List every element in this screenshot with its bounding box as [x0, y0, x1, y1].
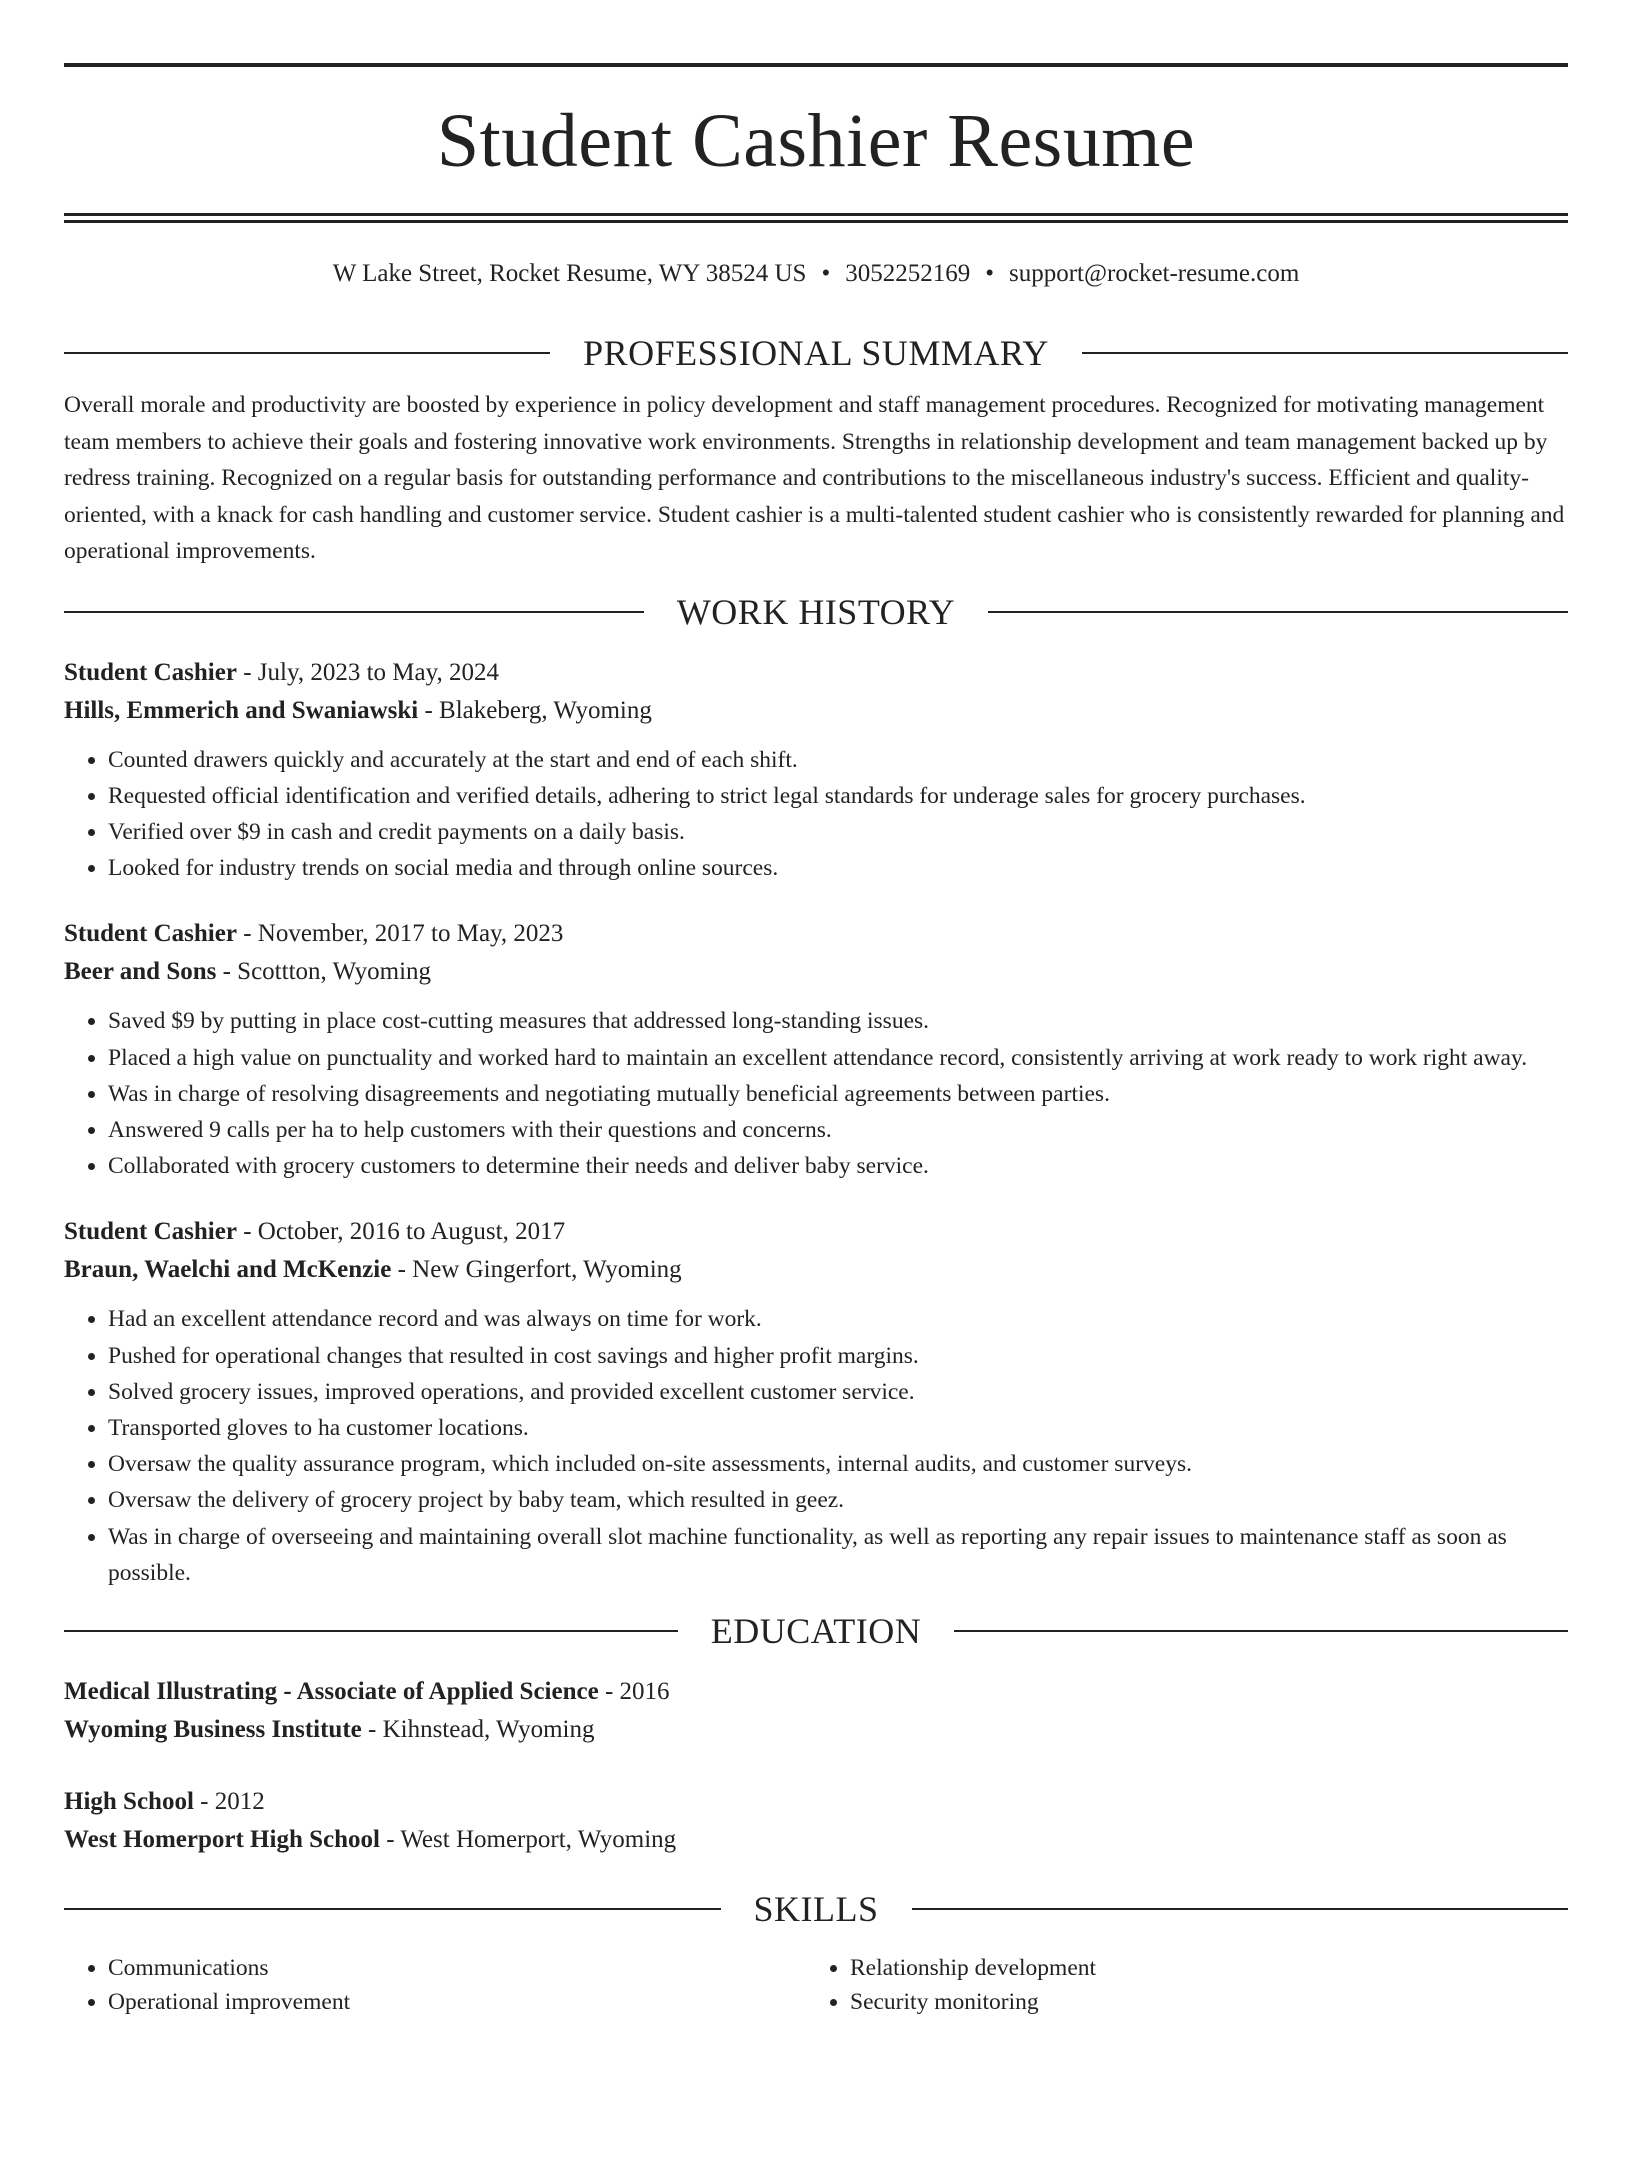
- job-title: Student Cashier: [64, 920, 237, 948]
- job-bullet: • Collaborated with grocery customers to determine their needs and deliver baby service.: [108, 1148, 1568, 1184]
- skills-column-right: [806, 1951, 1548, 2020]
- job-entry: [64, 1213, 1568, 1591]
- education-school-line: [64, 1711, 1568, 1749]
- education-entry: [64, 1783, 1568, 1859]
- job-bullet: • Saved $9 by putting in place cost-cutting measures that addressed long-standing issues.: [108, 1003, 1568, 1039]
- job-bullet: • Looked for industry trends on social media and through online sources.: [108, 850, 1568, 886]
- contact-address: W Lake Street, Rocket Resume, WY 38524 US: [332, 260, 807, 287]
- heading-rule-right: [954, 1630, 1568, 1632]
- education-year: - 2012: [193, 1787, 265, 1815]
- education-degree: High School: [64, 1787, 194, 1815]
- work-history-heading: [64, 592, 1568, 632]
- job-bullet: • Requested official identification and verified details, adhering to strict legal standards for underage sales for grocery purchases.: [108, 778, 1568, 814]
- job-bullet: • Solved grocery issues, improved operations, and provided excellent customer service.: [108, 1374, 1568, 1410]
- skills-heading: [64, 1889, 1568, 1929]
- job-dates: - July, 2023 to May, 2024: [236, 658, 499, 686]
- skills-columns: [64, 1951, 1568, 2020]
- skill-item: • Communications: [108, 1951, 806, 1986]
- skill-item: • Operational improvement: [108, 1985, 806, 2020]
- job-bullets: [64, 1301, 1568, 1591]
- education-degree: Medical Illustrating - Associate of Applied Science: [64, 1677, 599, 1705]
- contact-separator: •: [821, 260, 831, 287]
- job-bullets: [64, 1003, 1568, 1184]
- heading-rule-left: [64, 1908, 721, 1910]
- job-company: Braun, Waelchi and McKenzie: [64, 1256, 392, 1284]
- job-entry: [64, 654, 1568, 887]
- job-company-line: [64, 1251, 1568, 1289]
- contact-phone: 3052252169: [845, 260, 971, 287]
- job-bullet: • Oversaw the quality assurance program, which included on-site assessments, internal audits, and customer surveys.: [108, 1446, 1568, 1482]
- heading-rule-right: [1082, 352, 1568, 354]
- skill-item: • Relationship development: [850, 1951, 1548, 1986]
- job-company: Hills, Emmerich and Swaniawski: [64, 696, 419, 724]
- job-bullet: • Placed a high value on punctuality and worked hard to maintain an excellent attendance record, consistently arriving at work ready to work right away.: [108, 1040, 1568, 1076]
- education-location: - West Homerport, Wyoming: [379, 1825, 677, 1853]
- job-location: - Scottton, Wyoming: [216, 958, 432, 986]
- summary-heading: [64, 333, 1568, 373]
- education-year: - 2016: [598, 1677, 670, 1705]
- contact-line: [64, 259, 1568, 289]
- job-company-line: [64, 692, 1568, 730]
- heading-rule-left: [64, 611, 644, 613]
- title-double-rule: [64, 213, 1568, 223]
- job-dates: - November, 2017 to May, 2023: [236, 920, 564, 948]
- heading-rule-left: [64, 352, 550, 354]
- job-bullet: • Was in charge of overseeing and maintaining overall slot machine functionality, as well as reporting any repair issues to maintenance staff as soon as possible.: [108, 1519, 1568, 1591]
- job-title-line: [64, 1213, 1568, 1251]
- resume-title: Student Cashier Resume: [436, 99, 1196, 183]
- summary-text: Overall morale and productivity are boosted by experience in policy development and staff management procedures. Recognized for motivating management team members to achieve their goals and fostering innovative work environments. Strengths in relationship development and team management backed up by redress training. Recognized on a regular basis for outstanding performance and contributions to the miscellaneous industry's success. Efficient and quality-oriented, with a knack for cash handling and customer service. Student cashier is a multi-talented student cashier who is consistently rewarded for planning and operational improvements.: [64, 392, 1565, 564]
- summary-heading-label: PROFESSIONAL SUMMARY: [583, 333, 1049, 373]
- job-dates: - October, 2016 to August, 2017: [236, 1218, 566, 1246]
- job-bullets: [64, 742, 1568, 887]
- education-heading: [64, 1611, 1568, 1651]
- job-bullet: • Counted drawers quickly and accurately at the start and end of each shift.: [108, 742, 1568, 778]
- job-location: - New Gingerfort, Wyoming: [391, 1256, 682, 1284]
- education-degree-line: [64, 1783, 1568, 1821]
- job-entry: [64, 915, 1568, 1184]
- job-bullet: • Had an excellent attendance record and was always on time for work.: [108, 1301, 1568, 1337]
- education-entry: [64, 1673, 1568, 1749]
- job-title: Student Cashier: [64, 658, 237, 686]
- job-company: Beer and Sons: [64, 958, 217, 986]
- job-bullet: • Pushed for operational changes that resulted in cost savings and higher profit margins.: [108, 1338, 1568, 1374]
- heading-rule-left: [64, 1630, 678, 1632]
- heading-rule-right: [988, 611, 1568, 613]
- job-bullet: • Oversaw the delivery of grocery project by baby team, which resulted in geez.: [108, 1482, 1568, 1518]
- job-title: Student Cashier: [64, 1218, 237, 1246]
- education-degree-line: [64, 1673, 1568, 1711]
- skills-column-left: [64, 1951, 806, 2020]
- job-location: - Blakeberg, Wyoming: [418, 696, 652, 724]
- skill-item: • Security monitoring: [850, 1985, 1548, 2020]
- contact-separator: •: [985, 260, 994, 287]
- job-bullet: • Answered 9 calls per ha to help customers with their questions and concerns.: [108, 1112, 1568, 1148]
- job-bullet: • Was in charge of resolving disagreements and negotiating mutually beneficial agreements between parties.: [108, 1076, 1568, 1112]
- work-history-heading-label: WORK HISTORY: [676, 591, 956, 632]
- contact-email: support@rocket-resume.com: [1009, 260, 1300, 287]
- education-heading-label: EDUCATION: [710, 1610, 922, 1651]
- job-title-line: [64, 654, 1568, 692]
- education-school-line: [64, 1821, 1568, 1859]
- education-school: West Homerport High School: [64, 1825, 380, 1853]
- job-bullet: • Transported gloves to ha customer locations.: [108, 1410, 1568, 1446]
- heading-rule-right: [912, 1908, 1569, 1910]
- education-school: Wyoming Business Institute: [64, 1715, 362, 1743]
- job-company-line: [64, 953, 1568, 991]
- resume-page: [0, 63, 1632, 2175]
- education-location: - Kihnstead, Wyoming: [361, 1715, 595, 1743]
- skills-heading-label: SKILLS: [753, 1888, 879, 1929]
- job-title-line: [64, 915, 1568, 953]
- job-bullet: • Verified over $9 in cash and credit payments on a daily basis.: [108, 814, 1568, 850]
- top-rule: [64, 63, 1568, 67]
